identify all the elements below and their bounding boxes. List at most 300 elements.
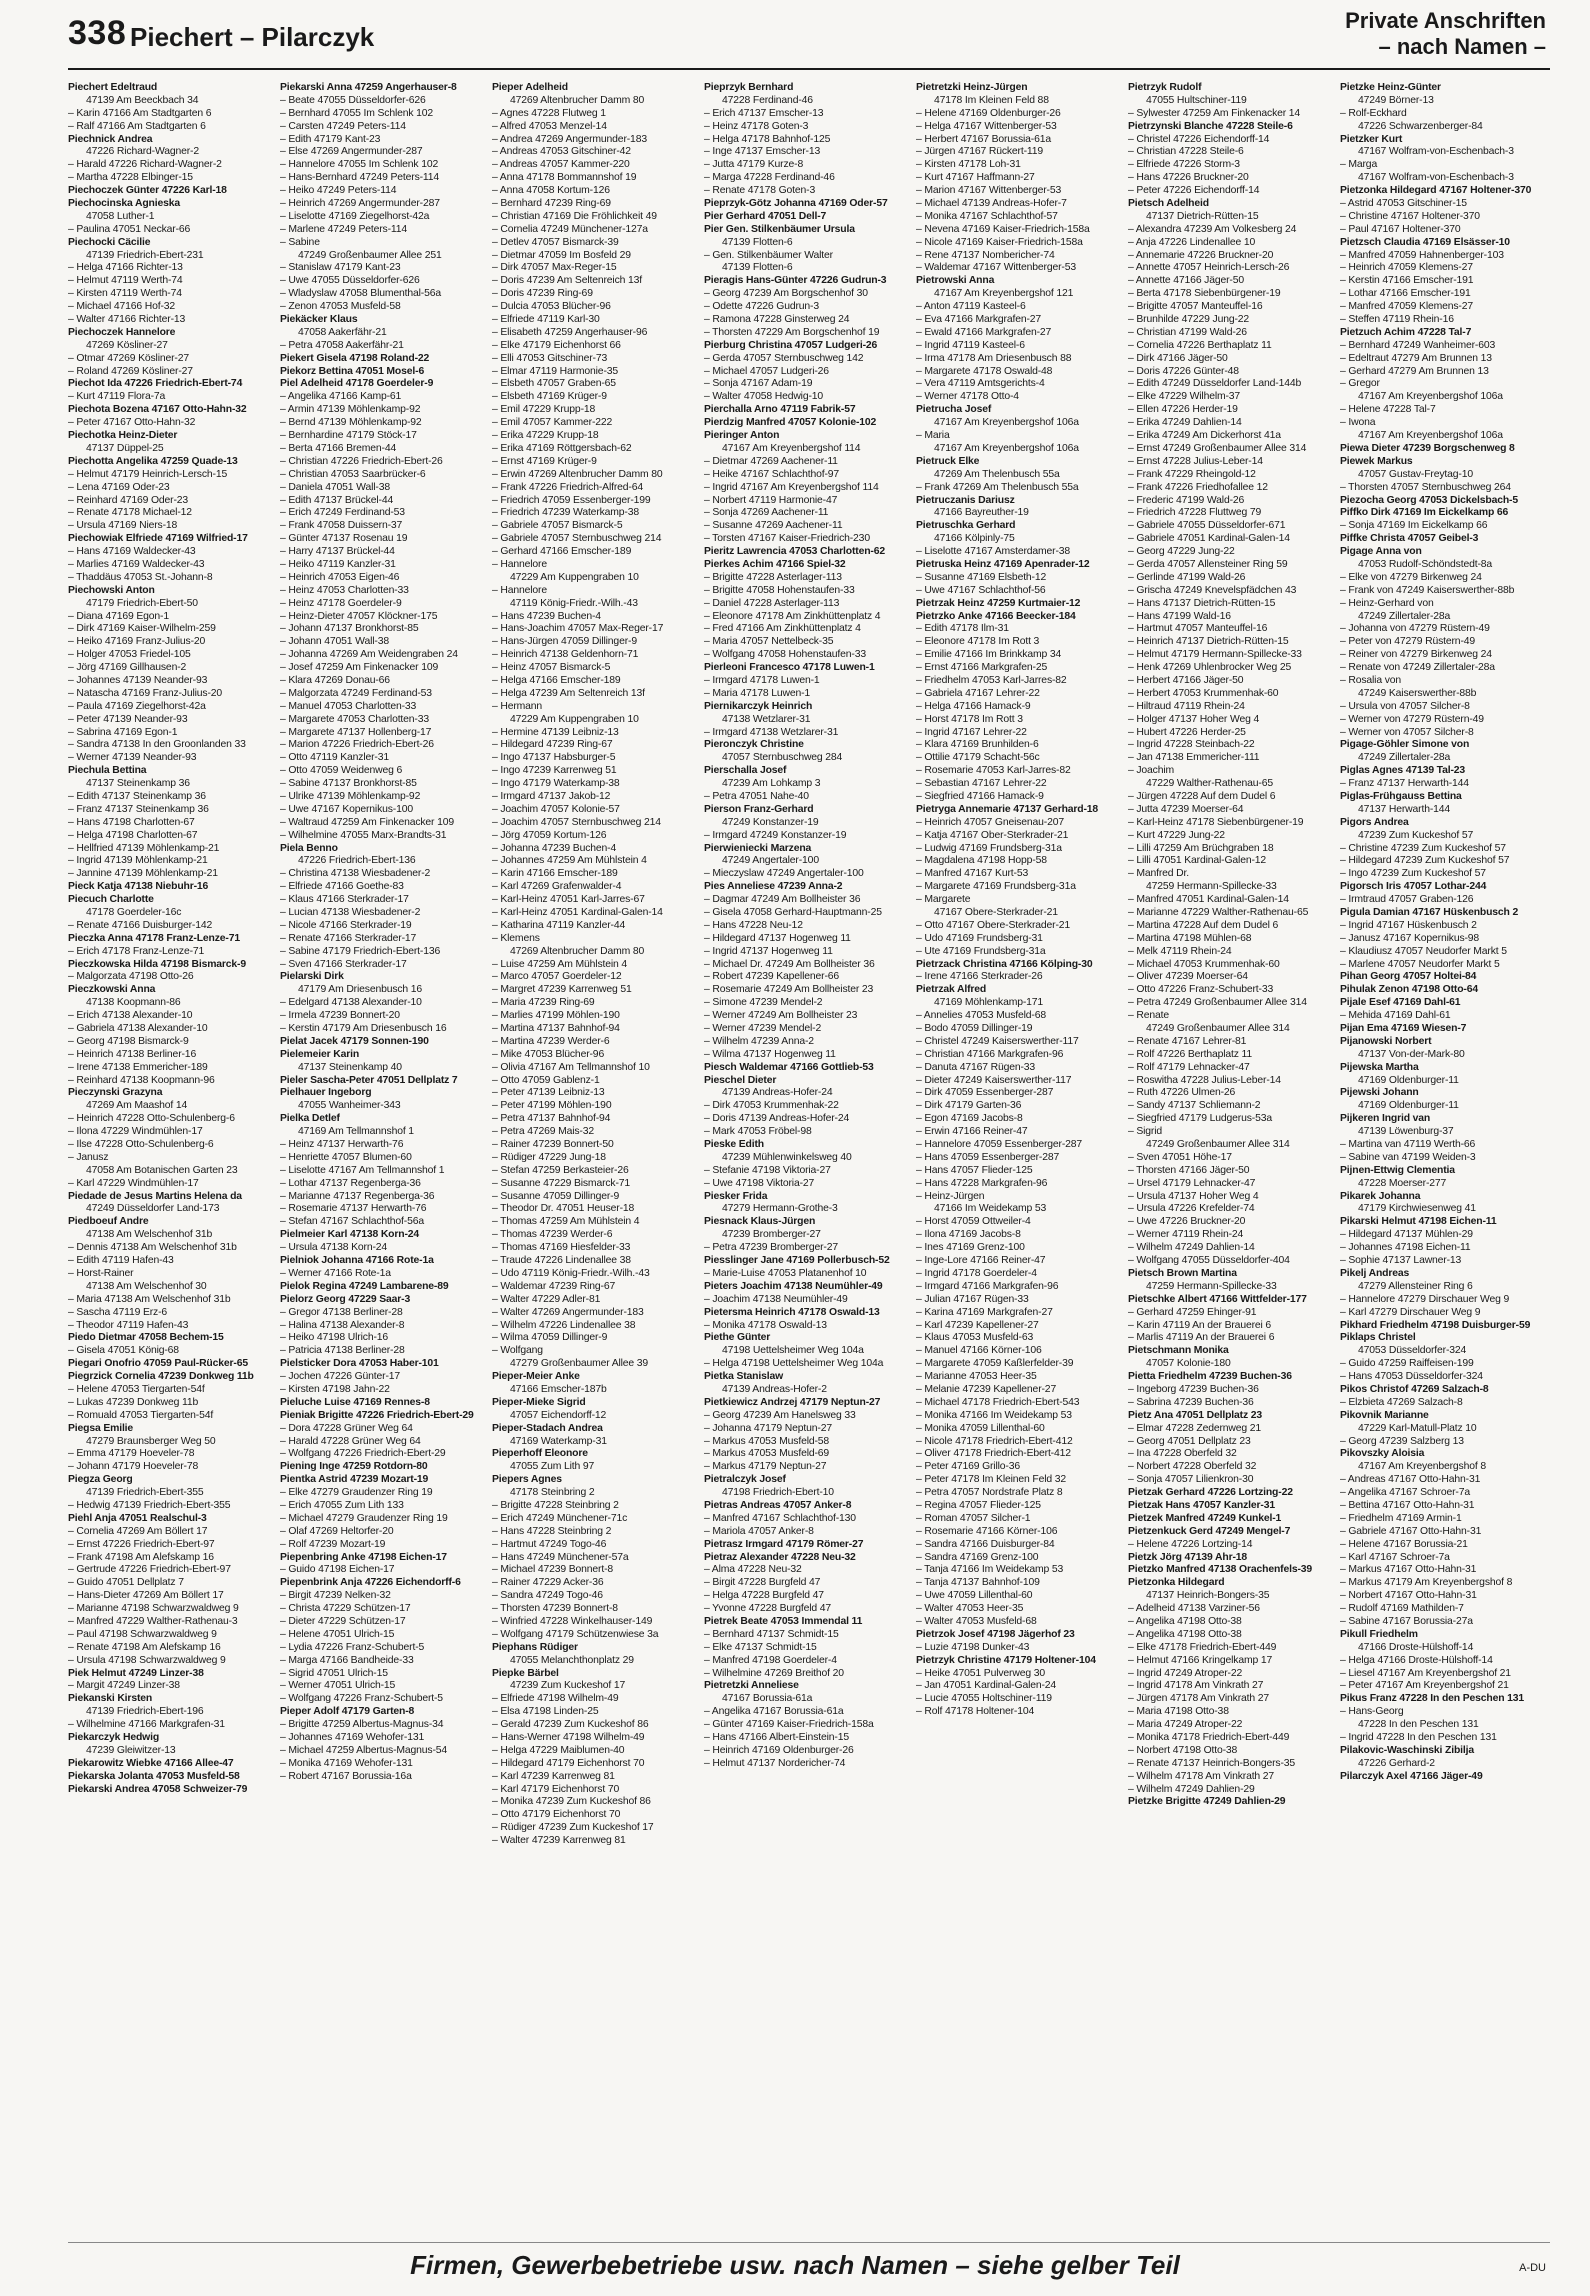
directory-line: – Guido 47051 Dellplatz 7 [68,1577,184,1589]
directory-line: – Otto 47059 Gablenz-1 [492,1074,600,1086]
directory-line: – Yvonne 47228 Burgfeld 47 [704,1603,832,1615]
directory-line: – Waltraud 47259 Am Finkenacker 109 [280,816,454,828]
directory-line: 47239 Am Lohkamp 3 [722,778,821,790]
directory-line: Pietruck Elke [916,455,980,467]
directory-line: 47229 Am Kuppengraben 10 [510,713,639,725]
directory-line: 47169 Oldenburger-11 [1358,1074,1459,1086]
directory-line: – Walter 47269 Angermunder-183 [492,1306,644,1318]
directory-line: – Elzbieta 47269 Salzach-8 [1340,1396,1463,1408]
directory-line: – Edith 47137 Brückel-44 [280,494,394,506]
directory-line: – Cornelia 47249 Münchener-127a [492,223,648,235]
directory-line: – Ralf 47166 Am Stadtgarten 6 [68,120,206,132]
directory-line: Piepke Bärbel [492,1667,559,1679]
directory-line: Pieperhoff Eleonore [492,1448,588,1460]
directory-line: – Egon 47169 Jacobs-8 [916,1113,1023,1125]
directory-line: – Karin 47166 Emscher-189 [492,868,618,880]
directory-line: – Gertrude 47226 Friedrich-Ebert-97 [68,1564,231,1576]
directory-line: – Wilhelmine 47166 Markgrafen-31 [68,1719,225,1731]
directory-line: – Frank 47226 Friedrich-Alfred-64 [492,481,643,493]
directory-line: – Ingrid 47167 Hüskenbusch 2 [1340,919,1477,931]
directory-line: – Heinrich 47053 Eigen-46 [280,571,400,583]
directory-line: – Norbert 47198 Otto-38 [1128,1744,1238,1756]
directory-line: – Margarete 47053 Charlotten-33 [280,713,429,725]
directory-line: – Heiko 47169 Franz-Julius-20 [68,636,206,648]
directory-line: – Guido 47198 Eichen-17 [280,1564,395,1576]
directory-line: Pieters Joachim 47138 Neumühler-49 [704,1280,883,1292]
directory-line: – Oliver 47178 Friedrich-Ebert-412 [916,1448,1071,1460]
directory-line: – Hans 47228 Steinbring 2 [492,1525,612,1537]
directory-line: – Sebastian 47167 Lehrer-22 [916,778,1047,790]
directory-line: – Sonja 47167 Adam-19 [704,378,813,390]
directory-line: – Doris 47239 Am Seltenreich 13f [492,275,642,287]
page-number: 338 [68,14,127,52]
directory-line: – Angelika 47166 Kamp-61 [280,391,402,403]
directory-line: – Werner 47051 Ulrich-15 [280,1680,396,1692]
directory-line: 47166 Emscher-187b [510,1383,607,1395]
directory-line: 47179 Am Driesenbusch 16 [298,984,423,996]
directory-line: – Erich 47249 Münchener-71c [492,1512,628,1524]
directory-line: – Hans-Bernhard 47249 Peters-114 [280,172,440,184]
directory-line: – Bodo 47059 Dillinger-19 [916,1023,1033,1035]
directory-line: – Rosalia von [1340,674,1402,686]
directory-line: – Christel 47226 Eichendorff-14 [1128,133,1270,145]
directory-line: – Natascha 47169 Franz-Julius-20 [68,687,223,699]
directory-line: 47138 Koopmann-86 [86,997,181,1009]
directory-line: – Frank 47198 Am Alefskamp 16 [68,1551,214,1563]
directory-line: Piegrzick Cornelia 47239 Donkweg 11b [68,1371,254,1383]
directory-line: – Helga 47166 Hamack-9 [916,700,1031,712]
directory-line: – Julian 47167 Rügen-33 [916,1293,1029,1305]
directory-line: 47249 Zillertaler-28a [1358,610,1451,622]
directory-line: – Christine 47167 Holtener-370 [1340,210,1480,222]
directory-line: – Mariola 47057 Anker-8 [704,1525,814,1537]
directory-line: Piechnick Andrea [68,133,153,145]
directory-line: – Adelheid 47138 Varziner-56 [1128,1603,1260,1615]
directory-line: – Ursel 47179 Lehnacker-47 [1128,1177,1256,1189]
directory-line: – Anna 47058 Kortum-126 [492,185,610,197]
directory-line: – Michael 47139 Andreas-Hofer-7 [916,198,1067,210]
directory-line: – Edith 47119 Hafen-43 [68,1255,174,1267]
directory-line: – Emma 47179 Hoeveler-78 [68,1448,195,1460]
directory-line: Pielok Regina 47249 Lambarene-89 [280,1280,449,1292]
directory-line: – Helga 47166 Richter-13 [68,262,183,274]
directory-line: – Jörg 47059 Kortum-126 [492,829,607,841]
directory-line: – Erwin 47269 Altenbrucher Damm 80 [492,468,663,480]
footer-code: A-DU [1519,2262,1546,2274]
directory-line: – Heinz 47053 Charlotten-33 [280,584,409,596]
directory-line: – Sabrina 47239 Buchen-36 [1128,1396,1254,1408]
directory-line: – Renate 47166 Duisburger-142 [68,919,213,931]
directory-line: Pieczynski Grazyna [68,1087,163,1099]
directory-line: Piechoczek Hannelore [68,326,176,338]
directory-line: Pigors Andrea [1340,816,1409,828]
directory-line: – Dirk 47053 Krummenhak-22 [704,1100,839,1112]
directory-line: – Helmut 47137 Nordericher-74 [704,1757,846,1769]
directory-line: – Walter 47053 Heer-35 [916,1603,1024,1615]
directory-line: Pietzko Manfred 47138 Orachenfels-39 [1128,1564,1313,1576]
directory-line: – Ingrid 47228 Steinbach-22 [1128,739,1255,751]
directory-line: Piechocki Cäcilie [68,236,151,248]
directory-line: – Ilona 47169 Jacobs-8 [916,1229,1021,1241]
directory-line: Pieczka Anna 47178 Franz-Lenze-71 [68,932,240,944]
directory-line: – Petra 47051 Nahe-40 [704,790,809,802]
directory-line: – Gabriele 47167 Otto-Hahn-31 [1340,1525,1482,1537]
directory-line: – Friedrich 47228 Fluttweg 79 [1128,507,1262,519]
directory-line: – Erika 47229 Krupp-18 [492,430,599,442]
directory-line: Pietzak Gerhard 47226 Lortzing-22 [1128,1487,1293,1499]
directory-line: – Johanna 47269 Am Weidengraben 24 [280,649,458,661]
directory-line: Pieschel Dieter [704,1074,777,1086]
directory-line: – Christine 47239 Zum Kuckeshof 57 [1340,842,1506,854]
directory-line: – Hannelore 47059 Essenberger-287 [916,1139,1083,1151]
directory-line: Pietrzyk Rudolf [1128,82,1202,93]
directory-line: 47167 Am Kreyenbergshof 121 [934,288,1074,300]
directory-line: – Hildegard 47239 Ring-67 [492,739,613,751]
footer-note: Firmen, Gewerbebetriebe usw. nach Namen – siehe gelber Teil [410,2250,1180,2280]
directory-line: – Elfriede 47198 Wilhelm-49 [492,1693,619,1705]
directory-line: – Harald 47228 Grüner Weg 64 [280,1435,421,1447]
directory-line: – Hans 47199 Wald-16 [1128,610,1231,622]
directory-line: – Ernst 47169 Krüger-9 [492,455,597,467]
directory-line: – Renate 47166 Sterkrader-17 [280,932,417,944]
directory-line: – Jutta 47239 Moerser-64 [1128,803,1244,815]
directory-line: Pijale Esef 47169 Dahl-61 [1340,997,1461,1009]
directory-line: – Edith 47178 Ilm-31 [916,623,1009,635]
directory-line: – Angelika 47198 Otto-38 [1128,1628,1242,1640]
directory-line: Pieper-Meier Anke [492,1371,580,1383]
directory-line: – Lothar 47137 Regenberga-36 [280,1177,421,1189]
directory-line: – Elke 47179 Eichenhorst 66 [492,339,621,351]
directory-line: 47166 Im Weidekamp 53 [934,1203,1047,1215]
directory-line: – Ingo 47179 Waterkamp-38 [492,778,620,790]
directory-line: – Margarete 47137 Hollenberg-17 [280,726,432,738]
directory-line: – Werner 47139 Neander-93 [68,752,197,764]
directory-line: – Helene 47053 Tiergarten-54f [68,1383,205,1395]
directory-line: 47249 Konstanzer-19 [722,816,819,828]
directory-line: – Elfriede 47119 Karl-30 [492,314,600,326]
directory-line: – Renate 47198 Am Alefskamp 16 [68,1641,221,1653]
directory-line: – Sigrid [1128,1126,1163,1138]
directory-line: Pietryga Annemarie 47137 Gerhard-18 [916,803,1099,815]
directory-line: – Christian 47228 Steile-6 [1128,146,1244,158]
directory-line: – Agnes 47228 Flutweg 1 [492,107,606,119]
directory-line: Piechotta Angelika 47259 Quade-13 [68,455,238,467]
directory-line: Pietrucha Josef [916,404,992,416]
directory-line: – Malgorzata 47249 Ferdinand-53 [280,687,432,699]
directory-line: – Torsten 47167 Kaiser-Friedrich-230 [704,533,870,545]
directory-line: – Sonja 47269 Aachener-11 [704,507,829,519]
directory-line: – Ludwig 47169 Frundsberg-31a [916,842,1062,854]
directory-line: – Angelika 47198 Otto-38 [1128,1615,1242,1627]
directory-line: – Helga 47166 Emscher-189 [492,674,621,686]
directory-line: – Melk 47119 Rhein-24 [1128,945,1232,957]
directory-line: – Hans-Werner 47198 Wilhelm-49 [492,1732,645,1743]
directory-line: – Eva 47166 Markgrafen-27 [916,314,1042,326]
directory-line: – Gen. Stilkenbäumer Walter [704,249,833,261]
directory-line: – Lucian 47138 Wiesbadener-2 [280,907,421,918]
directory-line: – Hans-Georg [1340,1706,1404,1718]
directory-line: – Gerald 47239 Zum Kuckeshof 86 [492,1719,649,1731]
directory-line: – Manfred 47059 Klemens-27 [1340,301,1473,313]
directory-line: – Hannelore [492,558,547,570]
directory-line: – Michael 47239 Bonnert-8 [492,1564,614,1576]
directory-line: – Heiko 47249 Peters-114 [280,185,397,197]
directory-line: – Hildegard 47137 Mühlen-29 [1340,1229,1473,1241]
directory-line: – Wolfgang [492,1345,543,1357]
directory-line: 47167 Am Kreyenbergshof 106a [1358,391,1503,403]
directory-line: Pierkes Achim 47166 Spiel-32 [704,558,846,570]
directory-line: – Rolf-Eckhard [1340,107,1407,119]
directory-line: Piepenbrink Anja 47226 Eichendorff-6 [280,1577,461,1589]
directory-line: 47169 Am Tellmannshof 1 [298,1126,414,1138]
directory-line: – Maria 47239 Ring-69 [492,997,595,1009]
directory-line: Piekarski Anna 47259 Angerhauser-8 [280,82,457,93]
directory-line: – Thaddäus 47053 St.-Johann-8 [68,571,213,583]
directory-line: – Hans 47059 Essenberger-287 [916,1151,1060,1163]
directory-line: – Gerhard 47279 Am Brunnen 13 [1340,365,1489,377]
directory-line: Piedboeuf Andre [68,1216,149,1228]
directory-line: – Monika 47167 Schlachthof-57 [916,210,1058,222]
directory-line: – Irmgard 47249 Konstanzer-19 [704,829,847,841]
directory-line: – Hans 47169 Waldecker-43 [68,546,196,558]
directory-line: Pieczkowska Hilda 47198 Bismarck-9 [68,958,246,970]
directory-line: 47166 Droste-Hülshoff-14 [1358,1641,1474,1653]
directory-line: Pieck Katja 47138 Niebuhr-16 [68,881,209,893]
directory-line: – Dennis 47138 Am Welschenhof 31b [68,1242,237,1254]
directory-line: – Marga [1340,159,1378,171]
directory-line: 47169 Waterkamp-31 [510,1435,607,1447]
directory-line: Piephans Rüdiger [492,1641,578,1653]
directory-line: Pietruschka Gerhard [916,520,1016,532]
directory-line: – Kurt 47229 Jung-22 [1128,829,1225,841]
directory-line: – Helene 47051 Ulrich-15 [280,1628,395,1640]
directory-line: – Joachim [1128,765,1175,777]
directory-line: 47249 Kaiserswerther-88b [1358,687,1477,699]
directory-line: 47229 Karl-Matull-Platz 10 [1358,1422,1477,1434]
directory-line: Pietrowski Anna [916,275,995,287]
directory-line: – Dirk 47057 Max-Reger-15 [492,262,617,274]
directory-line: – Erich 47249 Ferdinand-53 [280,507,405,519]
directory-line: – Marion 47167 Wittenberger-53 [916,185,1062,197]
directory-line: – Wilhelmine 47269 Breithof 20 [704,1667,844,1679]
directory-line: – Johannes 47198 Eichen-11 [1340,1242,1471,1254]
directory-line: 47179 Friedrich-Ebert-50 [86,597,198,609]
directory-line: 47139 Andreas-Hofer-2 [722,1383,827,1395]
directory-line: – Eleonore 47178 Am Zinkhüttenplatz 4 [704,610,881,622]
directory-line: – Manfred 47229 Walther-Rathenau-3 [68,1615,238,1627]
directory-line: – Renate von 47249 Zillertaler-28a [1340,662,1495,674]
directory-line: – Andreas 47053 Gitschiner-42 [492,146,631,158]
directory-line: – Ines 47169 Grenz-100 [916,1242,1025,1254]
directory-line: – Otto 47119 Kanzler-31 [280,752,389,764]
directory-line: Piechot Ida 47226 Friedrich-Ebert-74 [68,378,243,390]
directory-line: 47137 Von-der-Mark-80 [1358,1048,1465,1060]
directory-line: – Susanne 47169 Elsbeth-12 [916,571,1047,583]
directory-line: 47167 Wolfram-von-Eschenbach-3 [1358,172,1514,184]
directory-line: 47226 Gerhard-2 [1358,1757,1435,1769]
directory-line: – Sandra 47249 Togo-46 [492,1590,603,1602]
directory-line: – Sabine van 47199 Weiden-3 [1340,1151,1476,1163]
directory-line: – Marianne 47137 Regenberga-36 [280,1190,435,1202]
directory-line: 47249 Börner-13 [1358,94,1434,106]
directory-line: – Gerhard 47259 Ehinger-91 [1128,1306,1257,1318]
directory-line: 47169 Möhlenkamp-171 [934,997,1044,1009]
directory-line: Piekarski Andrea 47058 Schweizer-79 [68,1783,248,1795]
directory-line: – Thorsten 47239 Bonnert-8 [492,1603,618,1615]
directory-line: – Wilma 47059 Dillinger-9 [492,1332,608,1344]
directory-line: – Helga 47198 Uettelsheimer Weg 104a [704,1358,884,1370]
directory-line: – Emilie 47166 Im Brinkkamp 34 [916,649,1062,661]
directory-line: – Elsbeth 47057 Graben-65 [492,378,616,390]
directory-line: – Monika 47178 Oswald-13 [704,1319,827,1331]
directory-line: Pikull Friedhelm [1340,1628,1418,1640]
directory-line: Pietsch Brown Martina [1128,1267,1237,1279]
directory-line: – Dora 47228 Grüner Weg 64 [280,1422,413,1434]
directory-line: – Irmgard 47166 Markgrafen-96 [916,1280,1059,1292]
directory-line: – Elke von 47279 Birkenweg 24 [1340,571,1482,583]
directory-line: Pielsticker Dora 47053 Haber-101 [280,1358,439,1370]
directory-line: – Elli 47053 Gitschiner-73 [492,352,608,364]
directory-line: 47249 Düsseldorfer Land-173 [86,1203,220,1215]
directory-line: Piesnack Klaus-Jürgen [704,1216,816,1228]
directory-line: – Ingeborg 47239 Buchen-36 [1128,1383,1259,1395]
directory-line: – Hartmut 47249 Togo-46 [492,1538,607,1550]
directory-line: – Marlis 47119 An der Brauerei 6 [1128,1332,1275,1344]
directory-line: – Jürgen 47228 Auf dem Dudel 6 [1128,790,1276,802]
directory-line: – Karl 47229 Windmühlen-17 [68,1177,199,1189]
directory-line: Pier Gerhard 47051 Dell-7 [704,210,827,222]
directory-line: – Johannes 47259 Am Mühlstein 4 [492,855,647,867]
directory-line: – Robert 47167 Borussia-16a [280,1770,412,1782]
directory-line: 47167 Wolfram-von-Eschenbach-3 [1358,146,1514,158]
directory-line: – Heinrich 47137 Dietrich-Rütten-15 [1128,636,1289,648]
directory-line: – Anna 47178 Bommannshof 19 [492,172,637,184]
directory-line: – Nevena 47169 Kaiser-Friedrich-158a [916,223,1090,235]
directory-line: – Friedrich 47239 Waterkamp-38 [492,507,640,519]
directory-line: Pierdzig Manfred 47057 Kolonie-102 [704,417,877,429]
directory-line: Pijewska Martha [1340,1061,1419,1073]
directory-line: – Bernhardine 47179 Stöck-17 [280,430,417,442]
directory-line: – Jörg 47169 Gillhausen-2 [68,662,187,674]
directory-line: – Ina 47228 Oberfeld 32 [1128,1448,1237,1460]
directory-line: – Karl 47179 Eichenhorst 70 [492,1783,620,1795]
directory-line: – Magdalena 47198 Hopp-58 [916,855,1047,867]
directory-line: – Martha 47228 Elbinger-15 [68,172,193,184]
directory-line: – Lilli 47051 Kardinal-Galen-12 [1128,855,1267,867]
directory-line: – Johann 47137 Bronkhorst-85 [280,623,419,635]
directory-line: – Ellen 47226 Herder-19 [1128,404,1238,416]
directory-line: 47137 Düppel-25 [86,442,164,454]
directory-line: – Sabrina 47169 Egon-1 [68,726,178,738]
directory-line: – Ingrid 47167 Lehrer-22 [916,726,1027,738]
directory-line: Pigorsch Iris 47057 Lothar-244 [1340,881,1487,893]
directory-column-5 [916,82,1130,2242]
directory-line: – Werner von 47057 Silcher-8 [1340,726,1474,738]
directory-line: – Ottilie 47179 Schacht-56c [916,752,1040,764]
directory-line: 47166 Bayreuther-19 [934,507,1029,519]
directory-line: Pilakovic-Waschinski Zibilja [1340,1744,1475,1756]
directory-line: – Ursula 47137 Hoher Weg 4 [1128,1190,1259,1202]
directory-line: – Uwe 47167 Kopernikus-100 [280,803,413,815]
directory-line: – Günter 47169 Kaiser-Friedrich-158a [704,1719,874,1731]
directory-line: – Hannelore [492,584,547,596]
directory-line: – Manfred 47059 Hahnenberger-103 [1340,249,1504,261]
directory-line: – Frederic 47199 Wald-26 [1128,494,1245,506]
directory-line: Piecuch Charlotte [68,894,154,906]
directory-line: – Karin 47166 Am Stadtgarten 6 [68,107,212,119]
directory-line: – Marianne 47229 Walther-Rathenau-65 [1128,907,1309,918]
directory-line: Piechota Bozena 47167 Otto-Hahn-32 [68,404,247,416]
directory-line: Pielmeier Karl 47138 Korn-24 [280,1229,420,1241]
directory-line: – Berta 47178 Siebenbürgener-19 [1128,288,1281,300]
directory-line: Pierleoni Francesco 47178 Luwen-1 [704,662,875,674]
directory-line: 47178 Im Kleinen Feld 88 [934,94,1049,106]
directory-line: – Regina 47057 Flieder-125 [916,1499,1041,1511]
directory-line: – Petra 47058 Aakerfähr-21 [280,339,404,351]
directory-line: – Udo 47169 Frundsberg-31 [916,932,1043,944]
directory-line: Pieniak Brigitte 47226 Friedrich-Ebert-29 [280,1409,474,1421]
directory-line: – Helene 47226 Lortzing-14 [1128,1538,1253,1550]
directory-line: – Maria 47178 Luwen-1 [704,687,811,699]
directory-line: – Rosemarie 47166 Körner-106 [916,1525,1058,1537]
directory-line: 47279 Braunsberger Weg 50 [86,1435,216,1447]
directory-line: 47249 Großenbaumer Allee 314 [1146,1023,1290,1035]
directory-line: – Herbert 47053 Krummenhak-60 [1128,687,1279,699]
directory-line: – Malgorzata 47198 Otto-26 [68,971,194,983]
directory-line: – Marianne 47198 Schwarzwaldweg 9 [68,1603,239,1615]
directory-line: – Detlev 47057 Bismarck-39 [492,236,619,248]
directory-line: – Helmut 47179 Hermann-Spillecke-33 [1128,649,1302,661]
directory-line: – Karl 47269 Grafenwalder-4 [492,881,622,893]
directory-line: – Brigitte 47259 Albertus-Magnus-34 [280,1719,444,1731]
directory-line: – Georg 47239 Am Hanelsweg 33 [704,1409,856,1421]
directory-line: – Rolf 47226 Berthaplatz 11 [1128,1048,1252,1060]
directory-line: – Thomas 47169 Hiesfelder-33 [492,1242,631,1254]
directory-line: – Peter 47139 Neander-93 [68,713,188,725]
directory-line: Pijan Ema 47169 Wiesen-7 [1340,1023,1467,1035]
directory-line: Pietrasz Irmgard 47179 Römer-27 [704,1538,864,1550]
directory-line: – Ingo 47137 Habsburger-5 [492,752,616,764]
directory-line: – Emil 47229 Krupp-18 [492,404,596,416]
directory-line: – Nicole 47166 Sterkrader-19 [280,919,412,931]
directory-line: 47139 Friedrich-Ebert-231 [86,249,204,261]
directory-line: – Gerda 47057 Allensteiner Ring 59 [1128,558,1288,570]
directory-line: – Joachim 47057 Sternbuschweg 214 [492,816,661,828]
directory-line: Piesker Frida [704,1190,768,1202]
directory-line: 47167 Am Kreyenbergshof 8 [1358,1461,1486,1473]
directory-line: – Heinrich 47169 Oldenburger-26 [704,1744,854,1756]
directory-line: Pietzuch Achim 47228 Tal-7 [1340,326,1472,338]
directory-line: 47269 Am Thelenbusch 55a [934,468,1060,480]
directory-line: Piklaps Christel [1340,1332,1416,1344]
directory-line: – Klaus 47166 Sterkrader-17 [280,894,409,906]
directory-line: – Peter 47169 Grillo-36 [916,1461,1020,1473]
directory-line: – Hermine 47139 Leibniz-13 [492,726,619,738]
directory-line: – Doris 47226 Günter-48 [1128,365,1239,377]
directory-line: – Rolf 47239 Mozart-19 [280,1538,386,1550]
directory-line: – Jürgen 47178 Am Vinkrath 27 [1128,1693,1270,1705]
directory-line: – Sascha 47119 Erz-6 [68,1306,168,1318]
directory-line: – Hans 47198 Charlotten-67 [68,816,195,828]
directory-line: – Irma 47178 Am Driesenbusch 88 [916,352,1072,364]
directory-line: – Ingrid 47178 Goerdeler-4 [916,1267,1037,1279]
directory-line: – Sven 47166 Sterkrader-17 [280,958,407,970]
directory-line: – Nicole 47169 Kaiser-Friedrich-158a [916,236,1083,248]
directory-line: – Margarete 47169 Frundsberg-31a [916,881,1076,893]
directory-line: – Simone 47239 Mendel-2 [704,997,823,1009]
directory-line: – Helga 47228 Burgfeld 47 [704,1590,824,1602]
directory-line: Pietrzok Josef 47198 Jägerhof 23 [916,1628,1075,1640]
